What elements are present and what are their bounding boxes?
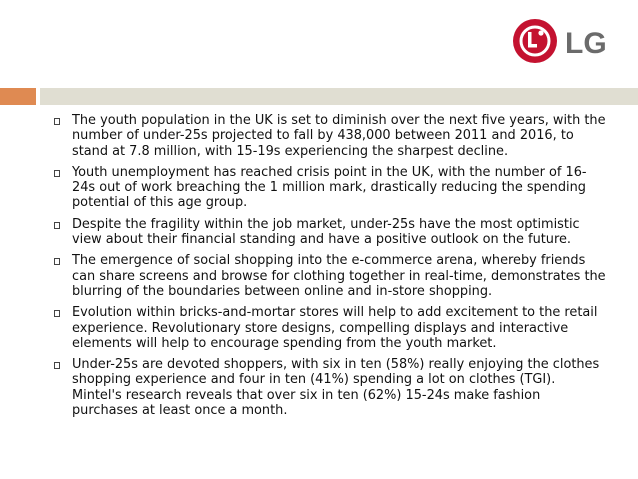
- bullet-text: The emergence of social shopping into the e-commerce arena, whereby friends can share screens and browse for clothing together in real-time, demonstrates the blurring of the boundaries between online and in-store shopping.: [72, 253, 606, 299]
- list-item: [48, 357, 608, 418]
- header-bar: [40, 88, 638, 105]
- bullet-text: Despite the fragility within the job market, under-25s have the most optimistic view about their financial standing and have a positive outlook on the future.: [72, 216, 580, 248]
- lg-logo: [511, 16, 631, 66]
- list-item: [48, 253, 608, 299]
- square-bullet-icon: [54, 222, 60, 229]
- square-bullet-icon: [54, 362, 60, 369]
- bullet-text: Evolution within bricks-and-mortar stores will help to add excitement to the retail experience. Revolutionary store designs, compelling displays and interactive elements will help to encourage spending from the youth market.: [72, 305, 598, 351]
- bullet-text: Youth unemployment has reached crisis point in the UK, with the number of 16-24s out of work breaching the 1 million mark, drastically reducing the spending potential of this age group.: [72, 164, 587, 211]
- square-bullet-icon: [54, 258, 60, 265]
- square-bullet-icon: [54, 170, 60, 177]
- square-bullet-icon: [54, 118, 60, 125]
- bullet-list: [48, 113, 608, 424]
- list-item: [48, 113, 608, 159]
- square-bullet-icon: [54, 310, 60, 317]
- list-item: [48, 217, 608, 248]
- list-item: [48, 305, 608, 351]
- bullet-text: Under-25s are devoted shoppers, with six in ten (58%) really enjoying the clothes shopping experience and four in ten (41%) spending a lot on clothes (TGI). Mintel's research reveals that over six in ten (62%) 15-24s make fashion purchases at least once a month.: [72, 357, 600, 419]
- list-item: [48, 165, 608, 211]
- lg-logo-text: LG: [565, 27, 607, 60]
- bullet-text: The youth population in the UK is set to diminish over the next five years, with the number of under-25s projected to fall by 438,000 between 2011 and 2016, to stand at 7.8 million, with 15-19s experiencing the sharpest decline.: [72, 113, 606, 159]
- header-accent-bar: [0, 88, 36, 105]
